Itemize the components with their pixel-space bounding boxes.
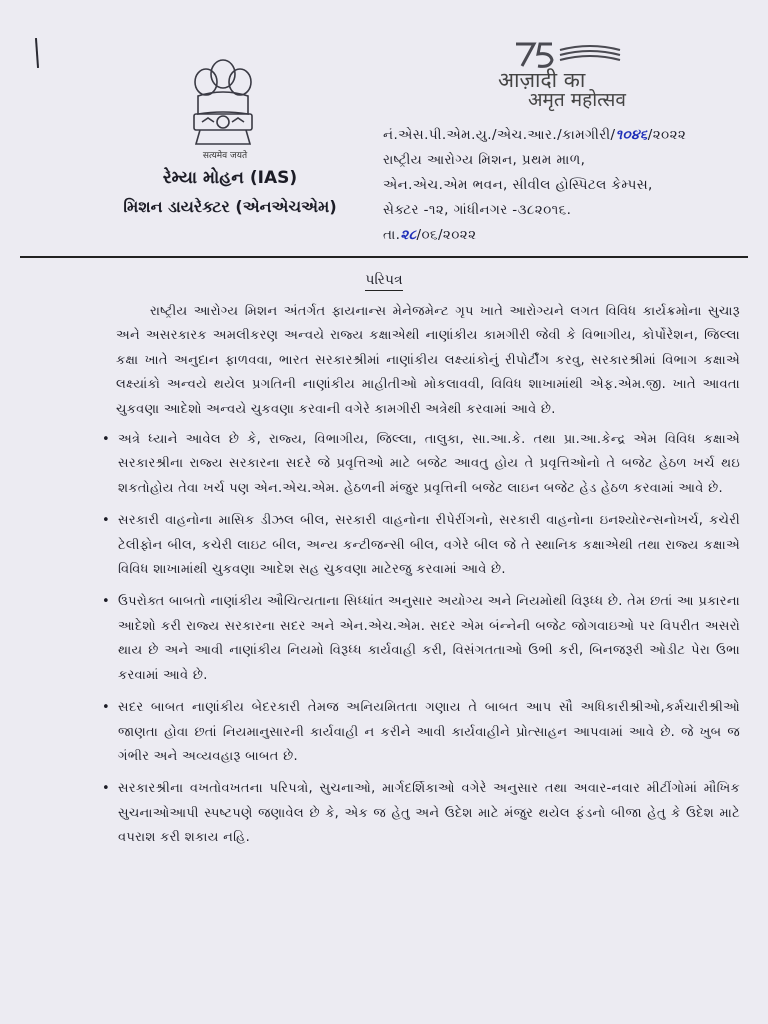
office-address [383, 123, 733, 248]
bullet-item: • સરકારી વાહનોના માસિક ડીઝલ બીલ, સરકારી વાહનોના રીપેરીંગનો, સરકારી વાહનોના ઇનશ્યોરન્સનોખર્ચ, કચેરી ટેલીફોન બીલ, કચેરી લાઇટ બીલ, અન્ય કન્ટીજન્સી બીલ, વગેરે બીલ જે તે સ્થાનિક કક્ષાએથી તથા રાજ્ય કક્ષાએ વિવિધ શાખામાંથી ચુકવણા આદેશ સહ ચુકવણા માટેરજુ કરવામાં આવે છે. [100, 509, 740, 582]
intro-paragraph: રાષ્ટ્રીય આરોગ્ય મિશન અંતર્ગત ફાયનાન્સ મેનેજમેન્ટ ગૃપ ખાતે આરોગ્યને લગત વિવિધ કાર્યક્રમોના સુચારૂ અને અસરકારક અમલીકરણ અન્વયે રાજ્ય કક્ષાએથી નાણાંકીય કામગીરી જેવી કે વિભાગીય, કોર્પોરેશન, જિલ્લા કક્ષા ખાતે અનુદાન ફાળવવા, ભારત સરકારશ્રીમાં નાણાંકીય લક્ષ્યાંકોનું રીપોર્ટીંગ કરવુ, સરકારશ્રીમાં વિભાગ કક્ષાએ લક્ષ્યાંકો અન્વયે થયેલ પ્રગતિની નાણાંકીય માહીતીઓ મોકલાવવી, વિવિધ શાખામાંથી એફ.એમ.જી. ખાતે આવતા ચુકવણા આદેશો અન્વયે ચુકવણા કરવાની વગેરે કામગીરી અત્રેથી કરવામાં આવે છે. [116, 304, 740, 417]
logo-text-line1: आज़ादी का [498, 68, 586, 92]
address-line-3: એન.એચ.એમ ભવન, સીવીલ હોસ્પિટલ કેમ્પસ, [383, 177, 653, 193]
officer-block [100, 166, 360, 220]
bullet-item: • સદર બાબત નાણાંકીય બેદરકારી તેમજ અનિયમિતતા ગણાય તે બાબત આપ સૌ અધિકારીશ્રીઓ,કર્મચારીશ્રીઓ જાણતા હોવા છતાં નિયમાનુસારની કાર્યવાહી ન કરીને આવી કાર્યવાહીને પ્રોત્સાહન આપવામાં આવે છે. જે ખુબ જ ગંભીર અને અવ્યવહારૂ બાબત છે. [100, 696, 740, 769]
circular-body [116, 300, 740, 859]
officer-designation: મિશન ડાયરેક્ટર (એનએચએમ) [123, 197, 337, 216]
handwritten-ref: ૧૦૪૬ [615, 127, 648, 143]
bullet-list [116, 428, 740, 851]
officer-name: રેમ્યા મોહન (IAS) [162, 168, 298, 188]
bullet-item: • અત્રે ધ્યાને આવેલ છે કે, રાજ્ય, વિભાગીય, જિલ્લા, તાલુકા, સા.આ.કે. તથા પ્રા.આ.કેન્દ્ર એમ વિવિધ કક્ષાએ સરકારશ્રીના રાજ્ય સરકારના સદરે જે પ્રવૃત્તિઓ માટે બજેટ આવતુ હોય તે પ્રવૃત્તિઓનો તે બજેટ હેઠળ ખર્ચ થઇ શકતોહોય તેવા ખર્ચ પણ એન.એચ.એમ. હેઠળની મંજુર પ્રવૃત્તિની બજેટ લાઇન બજેટ હેડ હેઠળ કરવામાં આવે છે. [100, 428, 740, 501]
address-line-4: સેક્ટર -૧૨, ગાંધીનગર -૩૮૨૦૧૬. [383, 202, 572, 218]
logo-text-line2: अमृत महोत्सव [528, 89, 626, 111]
bullet-item: • ઉપરોક્ત બાબતો નાણાંકીય ઔચિત્યતાના સિધ્ધાંત અનુસાર અયોગ્ય અને નિયમોથી વિરૂધ્ધ છે. તેમ છતાં આ પ્રકારના આદેશો કરી રાજ્ય સરકારના સદર અને એન.એચ.એમ. સદર એમ બંન્નેની બજેટ જોગવાઇઓ પર વિપરીત અસરો થાય છે અને આવી નાણાંકીય નિયમો વિરૂધ્ધ કાર્યવાહી કરી, વિસંગતતાઓ ઉભી કરી, બિનજરૂરી ઓડીટ પેરા ઉભા કરવામાં આવે છે. [100, 590, 740, 688]
emblem-motto: सत्यमेव जयते [202, 151, 248, 161]
pen-mark [35, 38, 39, 68]
address-line-2: રાષ્ટ્રીય આરોગ્ય મિશન, પ્રથમ માળ, [383, 152, 586, 168]
bullet-item: • સરકારશ્રીના વખતોવખતના પરિપત્રો, સુચનાઓ, માર્ગદર્શિકાઓ વગેરે અનુસાર તથા અવાર-નવાર મીટીંગોમાં મૌખિક સુચનાઓઆપી સ્પષ્ટપણે જણાવેલ છે કે, એક જ હેતુ અને ઉદેશ માટે મંજુર થયેલ ફંડનો બીજા હેતુ કે ઉદેશ માટે વપરાશ કરી શકાય નહિ. [100, 777, 740, 850]
header-divider [20, 256, 748, 258]
handwritten-date: ૨૮ [400, 227, 417, 243]
circular-heading: પરિપત્ર [0, 272, 768, 288]
document-date: તા.૨૮/૦૬/૨૦૨૨ [383, 227, 477, 243]
reference-number: નં.એસ.પી.એમ.યુ./એચ.આર./કામગીરી/૧૦૪૬/૨૦૨૨ [383, 127, 687, 143]
